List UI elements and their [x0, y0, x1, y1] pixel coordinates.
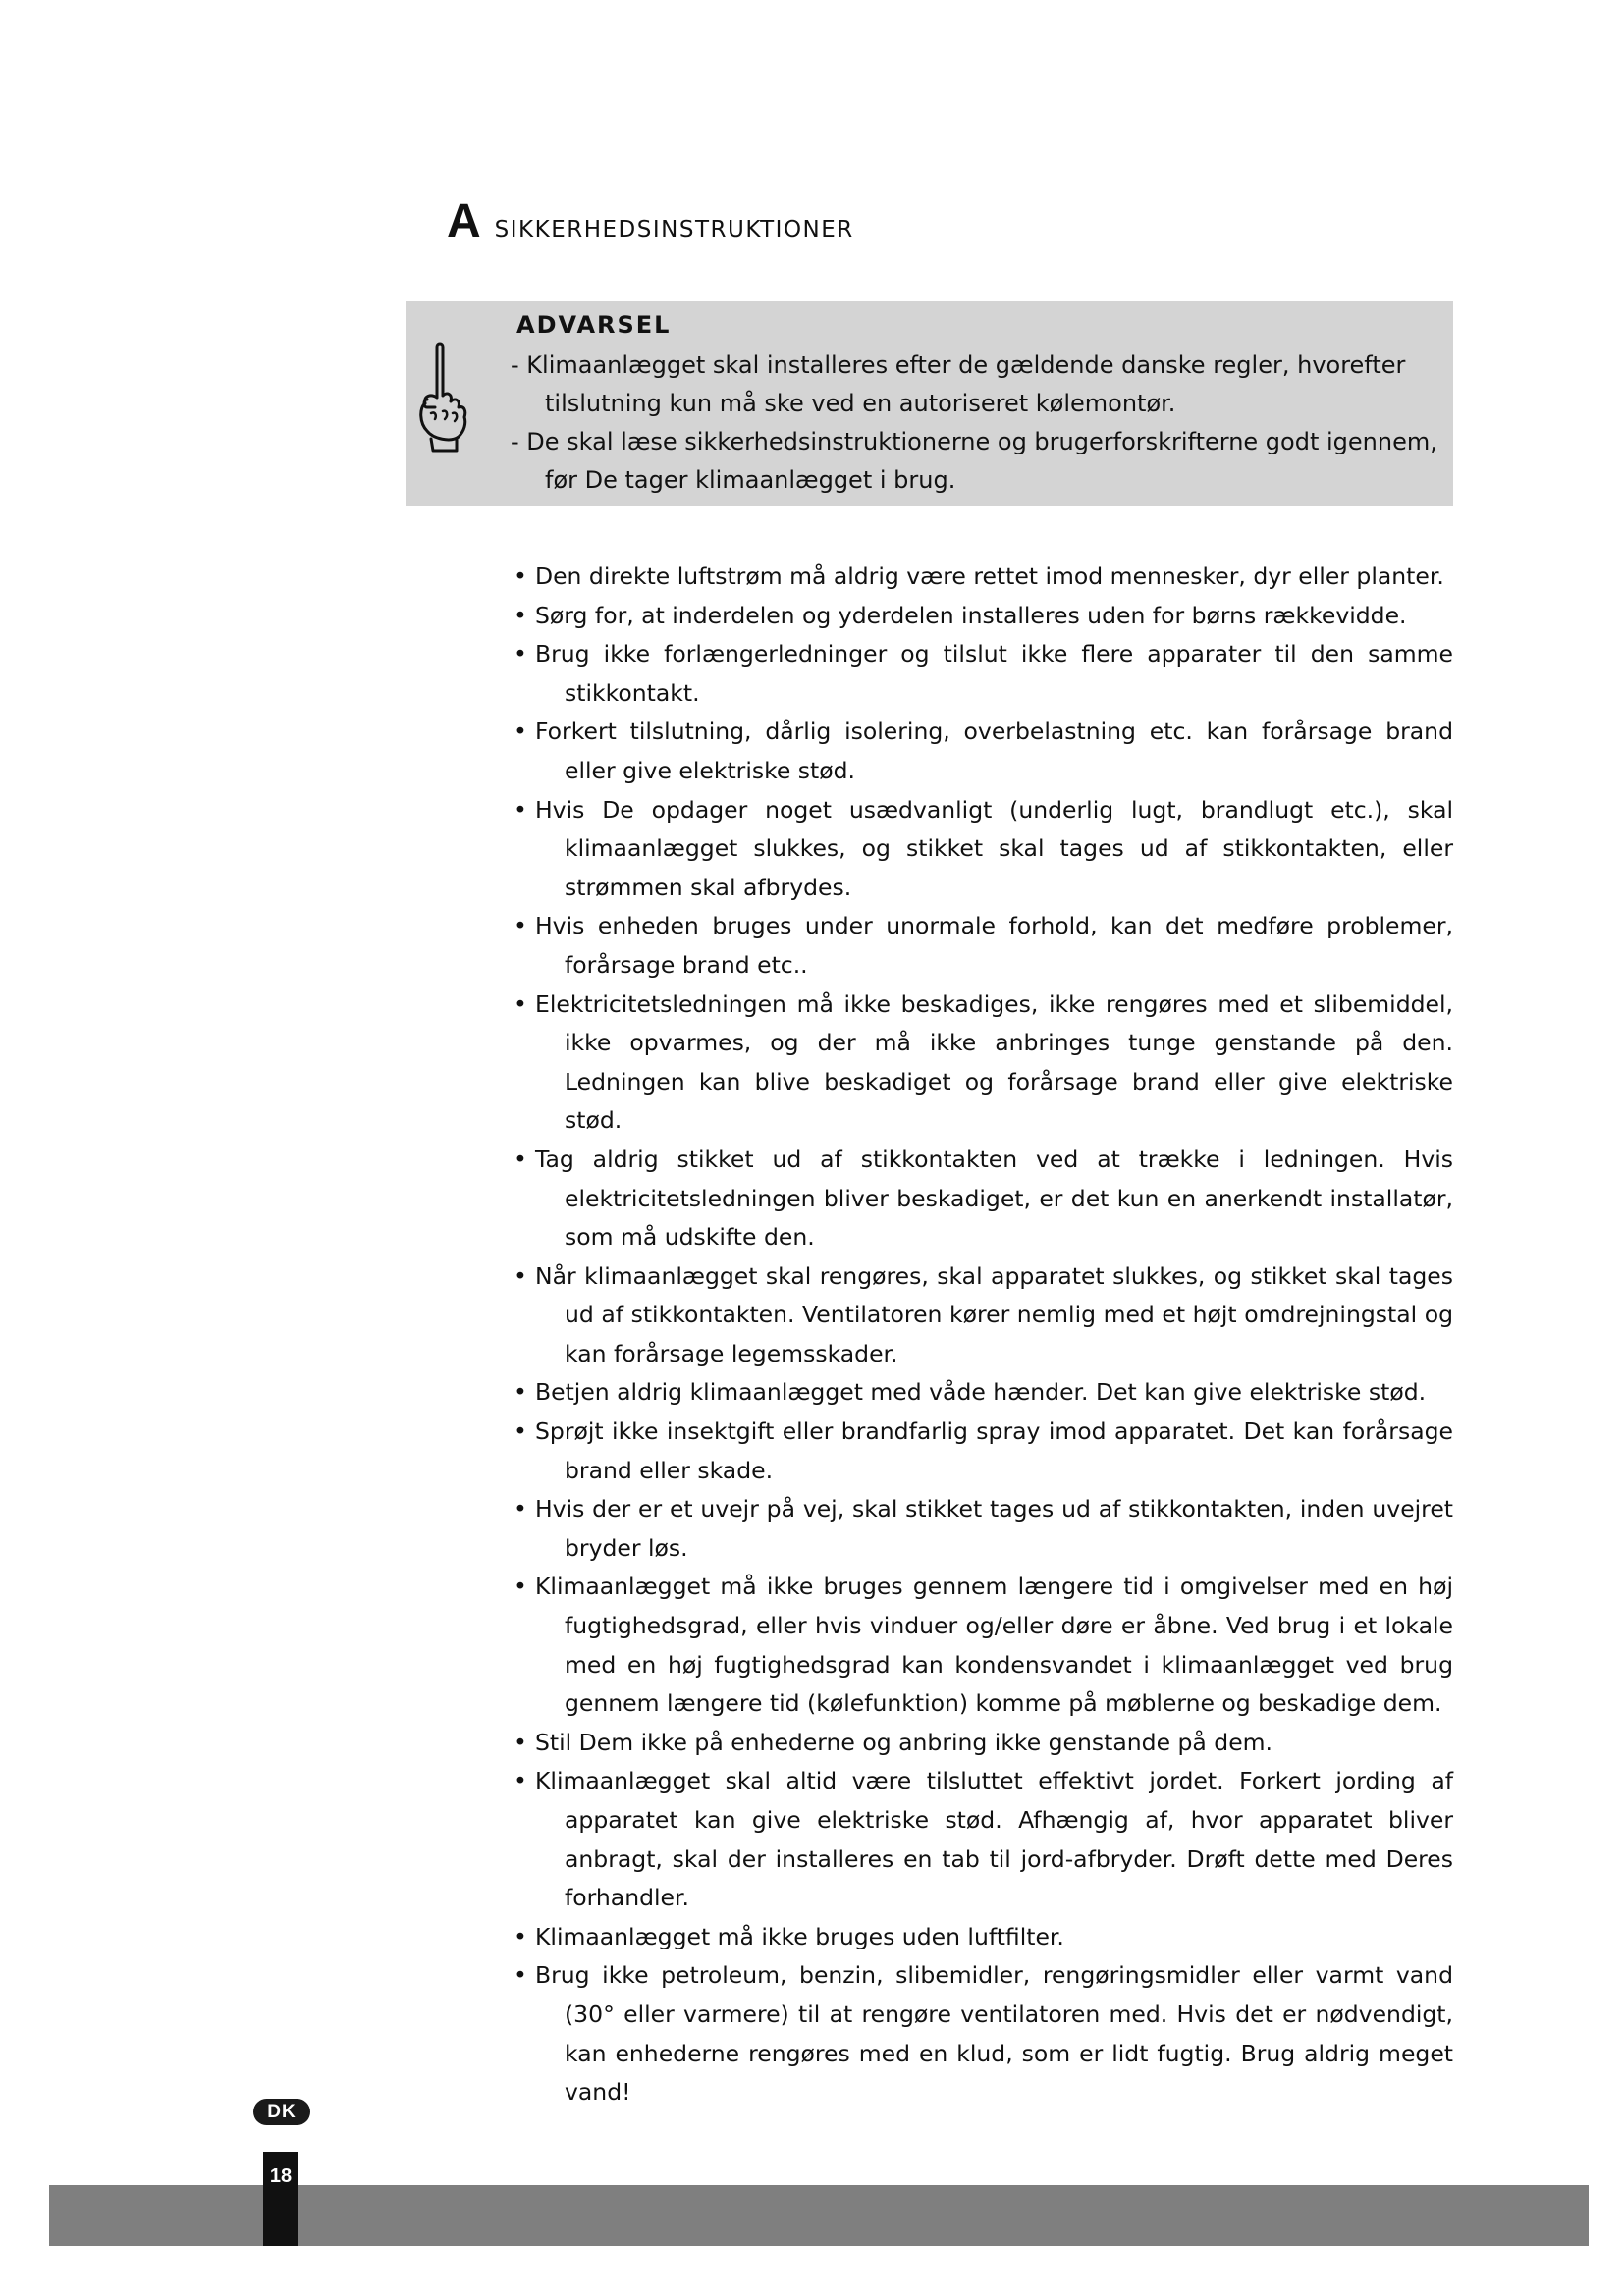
instruction-item: • Klimaanlægget må ikke bruges gennem længere tid i omgivelser med en høj fugtighedsgrad, eller hvis vinduer og/eller døre er åbne. Ved brug i et lokale med en høj fugtighedsgrad kan kondensvandet i klimaanlægget ved brug gennem længere tid (kølefunktion) komme på møblerne og beskadige dem. — [514, 1573, 1453, 1718]
page-number: 18 — [263, 2152, 298, 2246]
instruction-item: • Sprøjt ikke insektgift eller brandfarlig spray imod apparatet. Det kan forårsage brand eller skade. — [514, 1417, 1453, 1484]
instruction-text: Hvis enheden bruges under unormale forhold, kan det medføre problemer, forårsage brand etc.. — [535, 912, 1453, 979]
language-badge: DK — [253, 2099, 310, 2125]
section-letter: A — [447, 195, 481, 247]
instruction-item: • Sørg for, at inderdelen og yderdelen installeres uden for børns rækkevidde. — [514, 601, 1407, 629]
instruction-text: Hvis De opdager noget usædvanligt (underlig lugt, brandlugt etc.), skal klimaanlægget slukkes, og stikket skal tages ud af stikkontakten, eller strømmen skal afbrydes. — [535, 795, 1453, 901]
instruction-list — [514, 558, 1453, 2112]
instruction-text: Elektricitetsledningen må ikke beskadiges, ikke rengøres med et slibemiddel, ikke opvarmes, og der må ikke anbringes tunge genstande på den. Ledningen kan blive beskadiget og forårsage brand eller give elektriske stød. — [535, 989, 1453, 1135]
instruction-item: • Den direkte luftstrøm må aldrig være rettet imod mennesker, dyr eller planter. — [514, 562, 1444, 590]
instruction-text: Forkert tilslutning, dårlig isolering, overbelastning etc. kan forårsage brand eller give elektriske stød. — [535, 718, 1453, 784]
instruction-text: Klimaanlægget må ikke bruges gennem længere tid i omgivelser med en høj fugtighedsgrad, eller hvis vinduer og/eller døre er åbne. Ved brug i et lokale med en høj fugtighedsgrad kan kondensvandet i klimaanlægget ved brug gennem længere tid (kølefunktion) komme på møblerne og beskadige dem. — [535, 1573, 1453, 1718]
instruction-text: Brug ikke petroleum, benzin, slibemidler, rengøringsmidler eller varmt vand (30° eller varmere) til at rengøre ventilatoren med. Hvis det er nødvendigt, kan enhederne rengøres med en klud, som er lidt fugtig. Brug aldrig meget vand! — [535, 1961, 1453, 2107]
instruction-text: Klimaanlægget må ikke bruges uden luftfilter. — [535, 1922, 1064, 1950]
instruction-item: • Tag aldrig stikket ud af stikkontakten ved at trække i ledningen. Hvis elektricitetsledningen bliver beskadiget, er det kun en anerkendt installatør, som må udskifte den. — [514, 1145, 1453, 1252]
instruction-text: Sprøjt ikke insektgift eller brandfarlig spray imod apparatet. Det kan forårsage brand eller skade. — [535, 1417, 1453, 1484]
pointing-hand-icon — [413, 341, 472, 454]
instruction-item: • Brug ikke petroleum, benzin, slibemidler, rengøringsmidler eller varmt vand (30° eller varmere) til at rengøre ventilatoren med. Hvis det er nødvendigt, kan enhederne rengøres med en klud, som er lidt fugtig. Brug aldrig meget vand! — [514, 1961, 1453, 2107]
instruction-item: • Når klimaanlægget skal rengøres, skal apparatet slukkes, og stikket skal tages ud af stikkontakten. Ventilatoren kører nemlig med et højt omdrejningstal og kan forårsage legemsskader. — [514, 1261, 1453, 1367]
warning-item: - Klimaanlægget skal installeres efter de gældende danske regler, hvorefter tilslutning kun må ske ved en autoriseret kølemontør. — [511, 347, 1443, 423]
warning-item: - De skal læse sikkerhedsinstruktionerne og brugerforskrifterne godt igennem, før De tager klimaanlægget i brug. — [511, 423, 1443, 500]
instruction-text: Hvis der er et uvejr på vej, skal stikket tages ud af stikkontakten, inden uvejret bryder løs. — [535, 1495, 1453, 1562]
instruction-item: • Hvis enheden bruges under unormale forhold, kan det medføre problemer, forårsage brand etc.. — [514, 912, 1453, 979]
instruction-item: • Stil Dem ikke på enhederne og anbring ikke genstande på dem. — [514, 1728, 1273, 1756]
instruction-text: Stil Dem ikke på enhederne og anbring ikke genstande på dem. — [535, 1728, 1273, 1756]
instruction-text: Når klimaanlægget skal rengøres, skal apparatet slukkes, og stikket skal tages ud af stikkontakten. Ventilatoren kører nemlig med et højt omdrejningstal og kan forårsage legemsskader. — [535, 1261, 1453, 1367]
instruction-text: Tag aldrig stikket ud af stikkontakten ved at trække i ledningen. Hvis elektricitetsledningen bliver beskadiget, er det kun en anerkendt installatør, som må udskifte den. — [535, 1145, 1453, 1252]
instruction-item: • Klimaanlægget skal altid være tilsluttet effektivt jordet. Forkert jording af apparatet kan give elektriske stød. Afhængig af, hvor apparatet bliver anbragt, skal der installeres en tab til jord-afbryder. Drøft dette med Deres forhandler. — [514, 1767, 1453, 1912]
instruction-item: • Elektricitetsledningen må ikke beskadiges, ikke rengøres med et slibemiddel, ikke opvarmes, og der må ikke anbringes tunge genstande på den. Ledningen kan blive beskadiget og forårsage brand eller give elektriske stød. — [514, 989, 1453, 1135]
section-title: SIKKERHEDSINSTRUKTIONER — [494, 217, 854, 242]
instruction-item: • Betjen aldrig klimaanlægget med våde hænder. Det kan give elektriske stød. — [514, 1378, 1427, 1407]
warning-list — [511, 347, 1443, 500]
instruction-text: Klimaanlægget skal altid være tilsluttet effektivt jordet. Forkert jording af apparatet kan give elektriske stød. Afhængig af, hvor apparatet bliver anbragt, skal der installeres en tab til jord-afbryder. Drøft dette med Deres forhandler. — [535, 1767, 1453, 1912]
instruction-text: Den direkte luftstrøm må aldrig være rettet imod mennesker, dyr eller planter. — [535, 562, 1444, 590]
instruction-text: Sørg for, at inderdelen og yderdelen installeres uden for børns rækkevidde. — [535, 601, 1407, 629]
warning-title: ADVARSEL — [516, 311, 672, 339]
instruction-text: Betjen aldrig klimaanlægget med våde hænder. Det kan give elektriske stød. — [535, 1378, 1427, 1407]
instruction-item: • Hvis der er et uvejr på vej, skal stikket tages ud af stikkontakten, inden uvejret bryder løs. — [514, 1495, 1453, 1562]
instruction-item: • Brug ikke forlængerledninger og tilslut ikke flere apparater til den samme stikkontakt. — [514, 640, 1453, 707]
instruction-item: • Hvis De opdager noget usædvanligt (underlig lugt, brandlugt etc.), skal klimaanlægget slukkes, og stikket skal tages ud af stikkontakten, eller strømmen skal afbrydes. — [514, 795, 1453, 901]
instruction-text: Brug ikke forlængerledninger og tilslut ikke flere apparater til den samme stikkontakt. — [535, 640, 1453, 707]
section-heading — [447, 195, 854, 247]
instruction-item: • Klimaanlægget må ikke bruges uden luftfilter. — [514, 1922, 1064, 1950]
warning-box — [406, 301, 1453, 506]
instruction-item: • Forkert tilslutning, dårlig isolering, overbelastning etc. kan forårsage brand eller give elektriske stød. — [514, 718, 1453, 784]
